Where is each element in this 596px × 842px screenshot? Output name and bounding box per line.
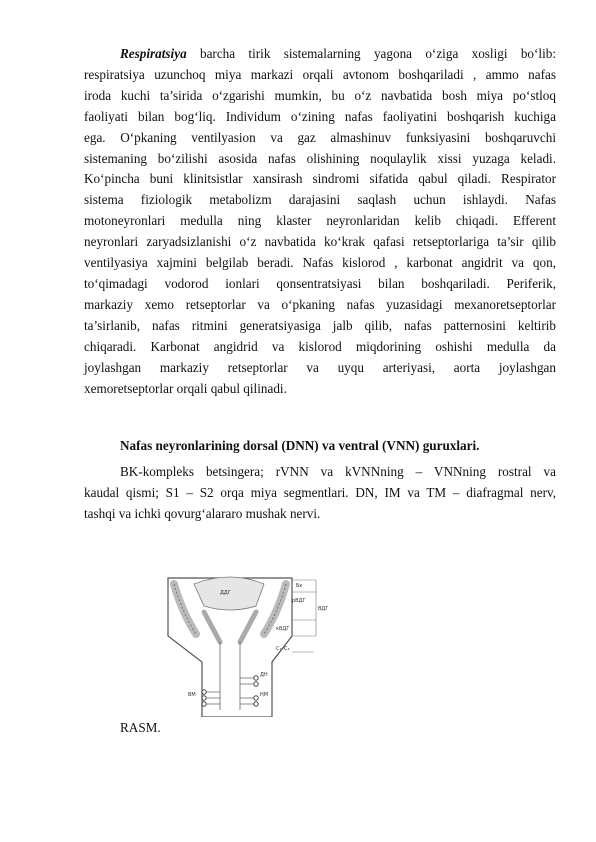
paragraph-line: Respiratsiya barcha tirik sistemalarning yagona o‘ziga xosligi bo‘lib:: [120, 46, 556, 61]
paragraph-line: joylashgan markaziy retseptorlar va uyqu arteriyasi, aorta joylashgan: [84, 359, 556, 375]
paragraph-line: faoliyati bilan bog‘liq. Individum o‘zining nafas faoliyatini boshqarish kuchiga: [84, 108, 556, 124]
paragraph-line: ta’sirlanib, nafas ritmini generatsiyasiga jalb qilib, nafas patternosini keltirib: [84, 317, 556, 333]
right-nerve-outputs: [240, 676, 258, 706]
paragraph-line: Ko‘pincha buni klinitsistlar xansirash sindromi sifatida qabul qiladi. Respirator: [84, 171, 556, 187]
paragraph-respiration: [84, 44, 556, 399]
paragraph-line: respiratsiya uzunchoq miya markazi orqali avtonom boshqariladi , ammo nafas: [84, 66, 556, 82]
paragraph-line: kaudal qismi; S1 – S2 orqa miya segmentlari. DN, IM va TM – diafragmal nerv,: [84, 484, 556, 500]
region-brackets: [292, 580, 316, 652]
respiratory-neurons-figure: [164, 572, 332, 717]
label-vdg: ВДГ: [318, 606, 329, 612]
label-bk: Бк: [296, 583, 303, 589]
paragraph-line: chiqaradi. Karbonat angidrid va kislorod miqdorining oshishi medulla da: [84, 338, 556, 354]
paragraph-line: BK-kompleks betsingera; rVNN va kVNNning – VNNning rostral va: [120, 464, 556, 479]
lead-term: Respiratsiya: [120, 46, 187, 61]
label-c1c4: C₁–C₄: [276, 646, 290, 652]
label-nm: НМ: [260, 692, 269, 698]
label-rvdg: рВДГ: [292, 598, 306, 604]
paragraph-line: ventilyasiya xajmini belgilab beradi. Nafas kislorod , karbonat angidrit va qon,: [84, 255, 556, 271]
paragraph-line: iroda kuchi ta’sirida o‘zgarishi mumkin, bu o‘z navbatida bosh miya po‘stloq: [84, 87, 556, 103]
label-kvdg: кВДГ: [276, 626, 290, 632]
inner-left-column: [204, 612, 220, 642]
paragraph-line: ega. O‘pkaning ventilyasion va gaz almashinuv funksiyasini boshqaruvchi: [84, 129, 556, 145]
label-ddg: ДДГ: [220, 590, 231, 596]
figure-caption: RASM.: [120, 720, 161, 735]
paragraph-line: tashqi va ichki qovurg‘alararo mushak nervi.: [84, 505, 321, 521]
left-nerve-outputs: [202, 690, 220, 706]
paragraph-legend: [84, 462, 556, 525]
section-heading: Nafas neyronlarining dorsal (DNN) va ventral (VNN) guruxlari.: [120, 438, 480, 453]
paragraph-line: sistema fiziologik metabolizm darajasini saqlash uchun ishlaydi. Nafas: [84, 192, 556, 208]
paragraph-line: sistemaning bo‘zilishi asosida nafas olishining noqulaylik xissi yuzaga keladi.: [84, 150, 556, 166]
paragraph-line: to‘qimadagi vodorod ionlari qonsentratsiyasi bilan boshqariladi. Periferik,: [84, 275, 556, 291]
label-dn: ДН: [260, 672, 268, 678]
inner-right-column: [240, 612, 256, 642]
paragraph-line: neyronlari zaryadsizlanishi o‘z navbatida ko‘krak qafasi retseptorlariga ta’sir qilib: [84, 234, 556, 250]
paragraph-line: motoneyronlari medulla ning klaster neyronlaridan kelib chiqadi. Efferent: [84, 213, 556, 229]
left-ventral-column: [174, 584, 196, 634]
paragraph-line: markaziy xemo retseptorlar va o‘pkaning nafas yuzasidagi mexanoretseptorlar: [84, 296, 556, 312]
paragraph-line: xemoretseptorlar orqali qabul qilinadi.: [84, 380, 287, 396]
label-vm: ВМ: [188, 692, 196, 698]
neuron-groups-diagram: [164, 572, 332, 717]
